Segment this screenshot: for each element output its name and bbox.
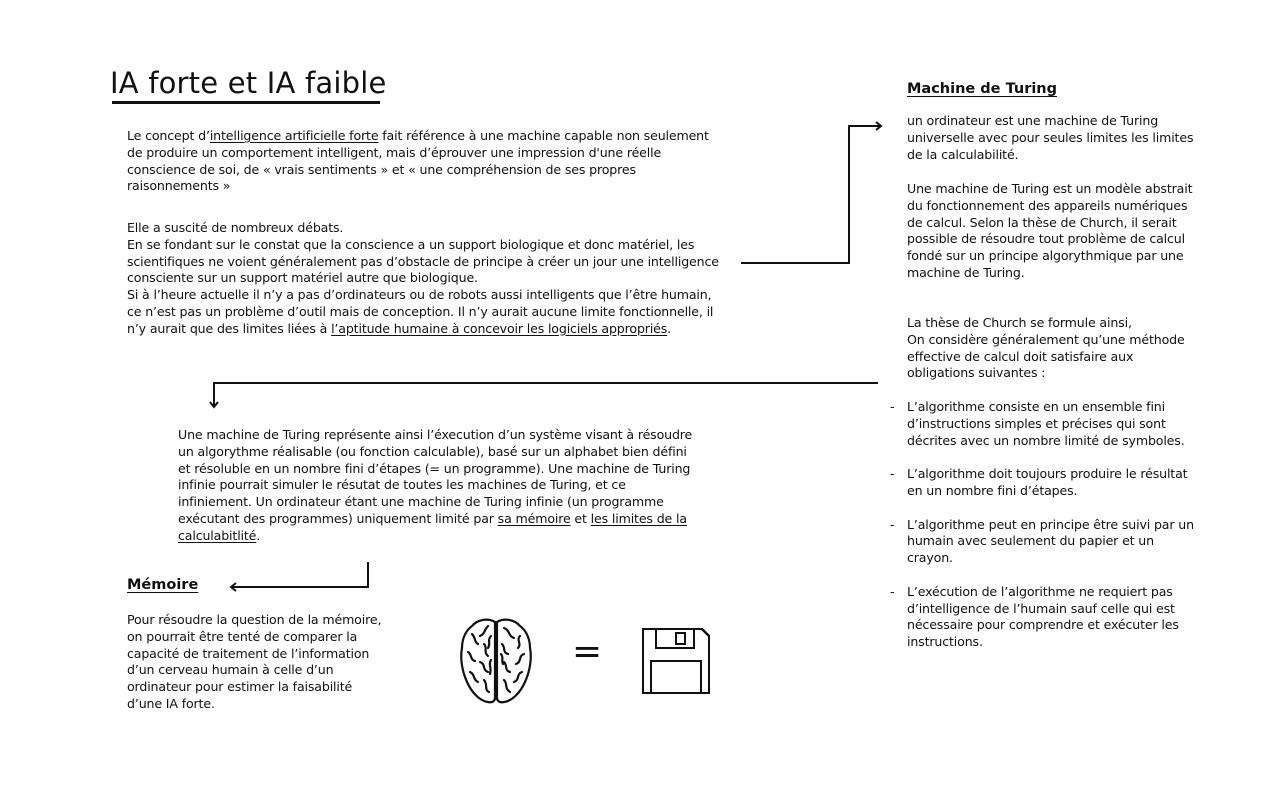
link-computability-limits[interactable]: les limites de la calculabitlité	[178, 510, 687, 543]
turing-machine-p2: Une machine de Turing est un modèle abstrait du fonctionnement des appareils numériques de calcul. Selon la thèse de Church, il serait possible de résoudre tout problème de calcul fondé sur un principe algorythmique par une machine de Turing.	[907, 181, 1193, 280]
bullet-dash: -	[890, 516, 895, 532]
church-thesis-line-1: La thèse de Church se formule ainsi,	[907, 315, 1132, 330]
turing-machine-heading: Machine de Turing	[907, 81, 1058, 97]
arrow-to-turing-execution	[214, 383, 878, 406]
debate-line-2: En se fondant sur le constat que la conscience a un support biologique et donc matériel, les scientifiques ne voient généralement pas d’obstacle de principe à créer un jour une intelligence consciente sur un support matériel autre que biologique.	[127, 236, 719, 286]
debate-line-1: Elle a suscité de nombreux débats.	[127, 220, 344, 235]
church-thesis-line-2: On considère généralement qu’une méthode effective de calcul doit satisfaire aux obligations suivantes :	[907, 331, 1185, 381]
memory-heading: Mémoire	[127, 577, 199, 593]
requirement-text: L’algorithme doit toujours produire le résultat en un nombre fini d’étapes.	[907, 466, 1188, 498]
link-human-aptitude[interactable]: l’aptitude humaine à concevoir les logiciels appropriés	[331, 320, 668, 336]
arrow-to-memory	[232, 562, 368, 587]
arrow-to-turing-machine	[741, 126, 880, 263]
link-memory[interactable]: sa mémoire	[497, 510, 571, 526]
memory-paragraph: Pour résoudre la question de la mémoire, on pourrait être tenté de comparer la capacité de traitement de l’information d’un cerveau humain à celle d’un ordinateur pour estimer la faisabilité d’une IA forte.	[127, 612, 382, 711]
bullet-dash: -	[890, 466, 895, 482]
requirement-text: L’algorithme consiste en un ensemble fini d’instructions simples et précises qui sont décrites avec un nombre limité de symboles.	[907, 399, 1185, 448]
turing-machine-p1: un ordinateur est une machine de Turing universelle avec pour seules limites les limites de la calculabilité.	[907, 113, 1194, 162]
page-title: IA forte et IA faible	[110, 66, 387, 100]
turing-execution-text: Une machine de Turing représente ainsi l’éxecution d’un système visant à résoudre un algorythme réalisable (ou fonction calculable), basé sur un alphabet bien défini et résoluble en un nombre fini d’étapes (= un programme). Une machine de Turing infinie pourrait simuler le résutat de toutes les machines de Turing, et ce infiniement. Un ordinateur étant une machine de Turing infinie (un programme exécutant des programmes) uniquement limité par	[178, 427, 693, 526]
intro-text-start: Le concept d’	[127, 128, 210, 143]
turing-execution-end: .	[256, 527, 261, 543]
debate-line-3-end: .	[667, 320, 672, 336]
requirement-text: L’exécution de l’algorithme ne requiert pas d’intelligence de l’humain sauf celle qui est nécessaire pour comprendre et exécuter les instructions.	[907, 583, 1179, 650]
bullet-dash: -	[890, 399, 895, 414]
bullet-dash: -	[890, 583, 895, 599]
equals-sign: =	[572, 631, 603, 672]
turing-execution-connector: et	[570, 510, 591, 526]
debate-line-3-text: Si à l’heure actuelle il n’y a pas d’ordinateurs ou de robots aussi intelligents que l’être humain, ce n’est pas un problème d’outil mais de conception. Il n’y aurait aucune limite fonctionnelle, il n’y aurait que des limites liées à	[127, 287, 714, 336]
intro-text-end: fait référence à une machine capable non seulement de produire un comportement intelligent, mais d’éprouver une impression d'une réelle conscience de soi, de « vrais sentiments » et « une compréhension de ses propres raisonnements »	[127, 128, 709, 194]
link-strong-ai[interactable]: intelligence artificielle forte	[209, 128, 379, 143]
requirement-text: L’algorithme peut en principe être suivi par un humain avec seulement du papier et un crayon.	[907, 516, 1194, 566]
